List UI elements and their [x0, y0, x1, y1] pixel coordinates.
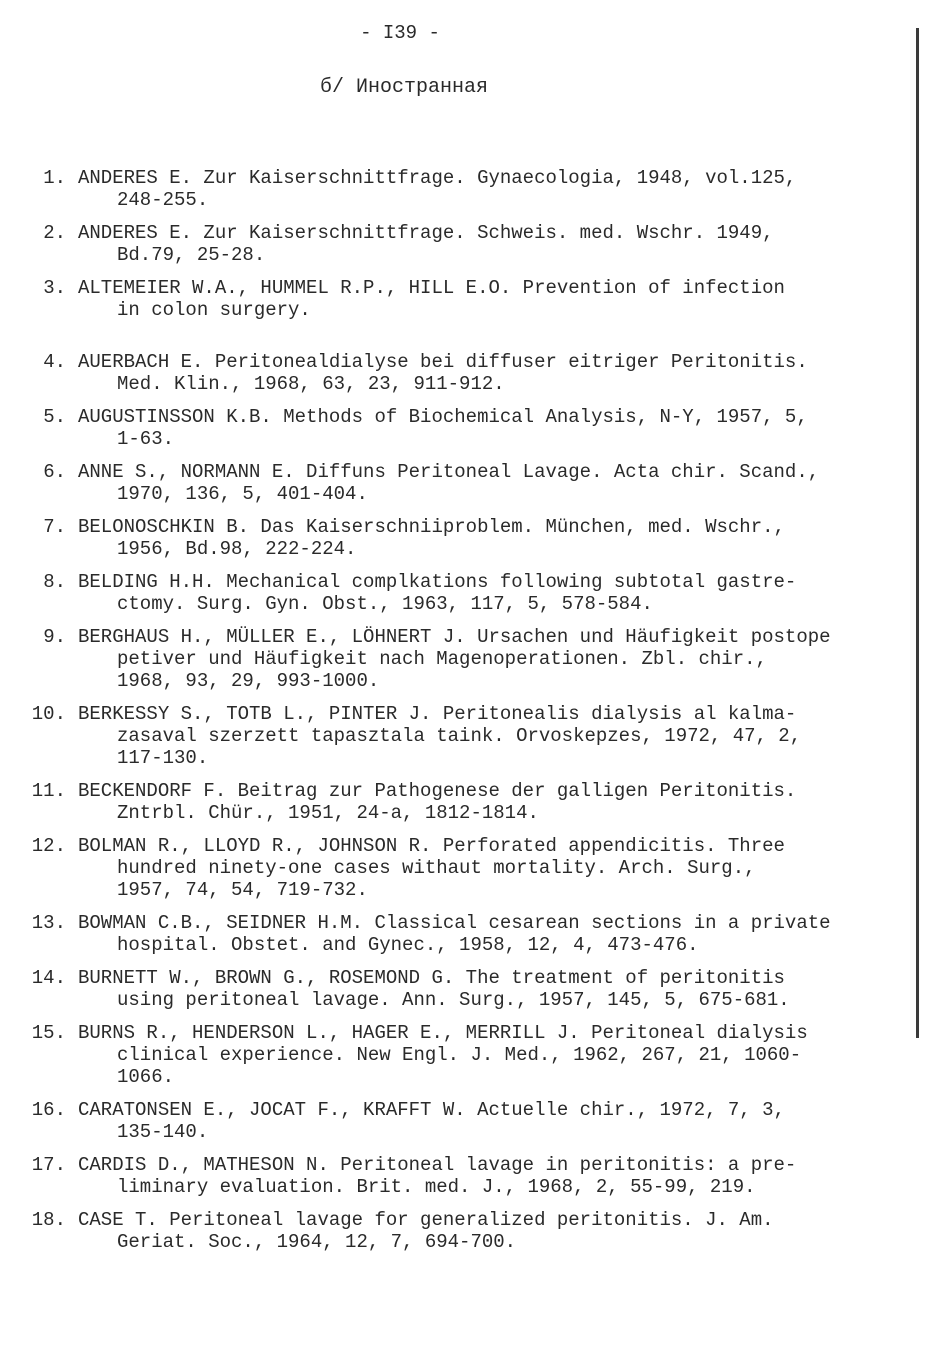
reference-text-line: liminary evaluation. Brit. med. J., 1968, 2, 55-99, 219. — [117, 1176, 756, 1198]
reference-text-line: BURNS R., HENDERSON L., HAGER E., MERRILL J. Peritoneal dialysis — [78, 1022, 808, 1044]
reference-text-line: Zntrbl. Chür., 1951, 24-a, 1812-1814. — [117, 802, 539, 824]
reference-text-line: ANDERES E. Zur Kaiserschnittfrage. Gynaecologia, 1948, vol.125, — [78, 167, 797, 189]
reference-number: 5. — [43, 406, 66, 428]
reference-text-line: zasaval szerzett tapasztala taink. Orvoskepzes, 1972, 47, 2, — [117, 725, 802, 747]
reference-text-line: petiver und Häufigkeit nach Magenoperationen. Zbl. chir., — [117, 648, 767, 670]
reference-number: 14. — [31, 967, 66, 989]
reference-text-line: 248-255. — [117, 189, 209, 211]
reference-number: 3. — [43, 277, 66, 299]
reference-number: 6. — [43, 461, 66, 483]
reference-number: 2. — [43, 222, 66, 244]
reference-entry — [0, 571, 948, 615]
reference-entry — [0, 626, 948, 692]
reference-entry — [0, 1209, 948, 1253]
reference-list — [0, 167, 948, 1264]
reference-entry — [0, 835, 948, 901]
reference-entry — [0, 461, 948, 505]
reference-entry — [0, 1022, 948, 1088]
reference-number: 12. — [31, 835, 66, 857]
reference-text-line: AUGUSTINSSON K.B. Methods of Biochemical Analysis, N-Y, 1957, 5, — [78, 406, 808, 428]
reference-text-line: CARDIS D., MATHESON N. Peritoneal lavage in peritonitis: a pre- — [78, 1154, 797, 1176]
reference-entry — [0, 703, 948, 769]
reference-text-line: 1956, Bd.98, 222-224. — [117, 538, 357, 560]
reference-entry — [0, 912, 948, 956]
reference-text-line: CARATONSEN E., JOCAT F., KRAFFT W. Actuelle chir., 1972, 7, 3, — [78, 1099, 785, 1121]
reference-text-line: CASE T. Peritoneal lavage for generalized peritonitis. J. Am. — [78, 1209, 774, 1231]
reference-text-line: BELONOSCHKIN B. Das Kaiserschniiproblem. München, med. Wschr., — [78, 516, 785, 538]
reference-text-line: BOLMAN R., LLOYD R., JOHNSON R. Perforated appendicitis. Three — [78, 835, 785, 857]
page-number: - I39 - — [360, 22, 440, 44]
reference-number: 15. — [31, 1022, 66, 1044]
reference-entry — [0, 222, 948, 266]
reference-text-line: 117-130. — [117, 747, 209, 769]
reference-text-line: Med. Klin., 1968, 63, 23, 911-912. — [117, 373, 505, 395]
reference-text-line: BOWMAN C.B., SEIDNER H.M. Classical cesarean sections in a private — [78, 912, 831, 934]
reference-text-line: 1968, 93, 29, 993-1000. — [117, 670, 380, 692]
reference-number: 13. — [31, 912, 66, 934]
reference-entry — [0, 1154, 948, 1198]
reference-text-line: 1970, 136, 5, 401-404. — [117, 483, 368, 505]
reference-entry — [0, 1099, 948, 1143]
reference-text-line: in colon surgery. — [117, 299, 311, 321]
reference-entry — [0, 516, 948, 560]
reference-number: 8. — [43, 571, 66, 593]
reference-number: 16. — [31, 1099, 66, 1121]
reference-text-line: 1-63. — [117, 428, 175, 450]
reference-number: 18. — [31, 1209, 66, 1231]
reference-text-line: BURNETT W., BROWN G., ROSEMOND G. The treatment of peritonitis — [78, 967, 785, 989]
reference-text-line: Bd.79, 25-28. — [117, 244, 266, 266]
reference-text-line: BERKESSY S., TOTB L., PINTER J. Peritonealis dialysis al kalma- — [78, 703, 797, 725]
reference-entry — [0, 167, 948, 211]
reference-text-line: BECKENDORF F. Beitrag zur Pathogenese der galligen Peritonitis. — [78, 780, 797, 802]
reference-text-line: using peritoneal lavage. Ann. Surg., 1957, 145, 5, 675-681. — [117, 989, 790, 1011]
reference-number: 4. — [43, 351, 66, 373]
reference-entry — [0, 351, 948, 395]
reference-text-line: 1066. — [117, 1066, 175, 1088]
reference-text-line: BELDING H.H. Mechanical complkations following subtotal gastre- — [78, 571, 797, 593]
reference-text-line: clinical experience. New Engl. J. Med., 1962, 267, 21, 1060- — [117, 1044, 802, 1066]
reference-text-line: ANNE S., NORMANN E. Diffuns Peritoneal Lavage. Acta chir. Scand., — [78, 461, 820, 483]
reference-entry — [0, 780, 948, 824]
reference-number: 7. — [43, 516, 66, 538]
reference-entry — [0, 277, 948, 321]
reference-text-line: hospital. Obstet. and Gynec., 1958, 12, 4, 473-476. — [117, 934, 699, 956]
reference-text-line: 1957, 74, 54, 719-732. — [117, 879, 368, 901]
reference-text-line: ALTEMEIER W.A., HUMMEL R.P., HILL E.O. Prevention of infection — [78, 277, 785, 299]
reference-text-line: AUERBACH E. Peritonealdialyse bei diffuser eitriger Peritonitis. — [78, 351, 808, 373]
reference-text-line: 135-140. — [117, 1121, 209, 1143]
reference-text-line: ANDERES E. Zur Kaiserschnittfrage. Schweis. med. Wschr. 1949, — [78, 222, 774, 244]
reference-text-line: Geriat. Soc., 1964, 12, 7, 694-700. — [117, 1231, 517, 1253]
reference-entry — [0, 967, 948, 1011]
section-title: б/ Иностранная — [319, 76, 489, 99]
reference-number: 17. — [31, 1154, 66, 1176]
reference-number: 9. — [43, 626, 66, 648]
reference-text-line: ctomy. Surg. Gyn. Obst., 1963, 117, 5, 578-584. — [117, 593, 653, 615]
reference-number: 11. — [31, 780, 66, 802]
reference-entry — [0, 406, 948, 450]
reference-text-line: hundred ninety-one cases withaut mortality. Arch. Surg., — [117, 857, 756, 879]
reference-number: 10. — [31, 703, 66, 725]
reference-text-line: BERGHAUS H., MÜLLER E., LÖHNERT J. Ursachen und Häufigkeit postope — [78, 626, 831, 648]
reference-number: 1. — [43, 167, 66, 189]
